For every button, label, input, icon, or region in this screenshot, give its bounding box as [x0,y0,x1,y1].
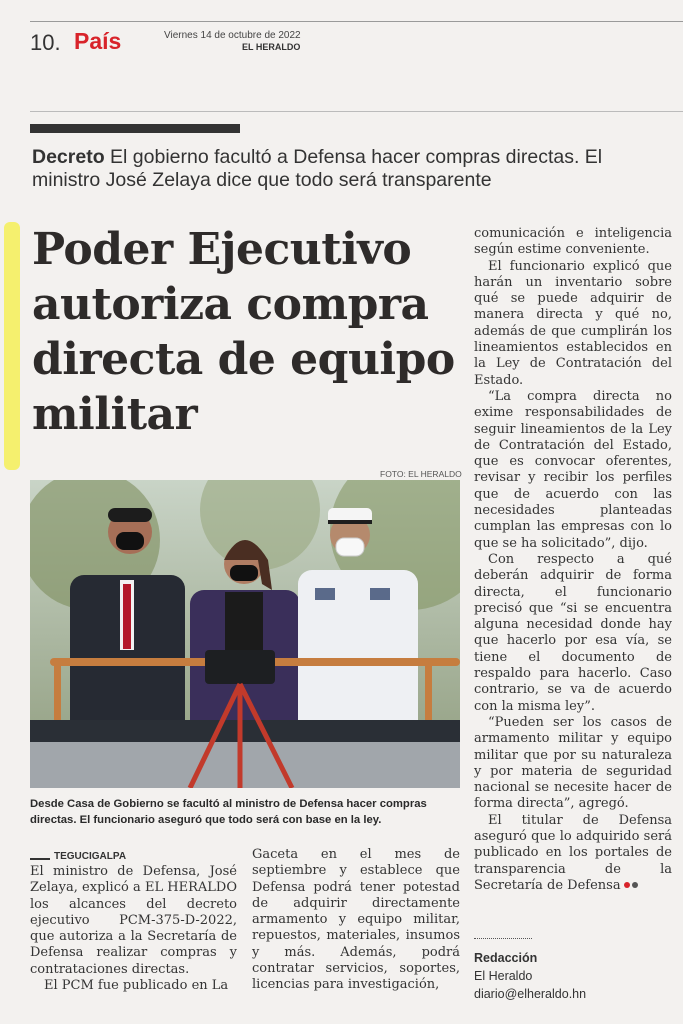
photo-caption: Desde Casa de Gobierno se facultó al ministro de Defensa hacer compras directas. El funcionario aseguró que todo será con base en la ley. [30,798,427,826]
dateline-rule [30,858,50,860]
header-top-rule [30,21,683,22]
byline-label: Redacción [474,951,538,965]
paragraph: El ministro de Defensa, José Zelaya, explicó a EL HERALDO los alcances del decreto ejecutivo PCM-375-D-2022, que autoriza a la Secretaría de Defensa realizar compras y contrataciones directas. [30,864,237,977]
kicker [32,146,672,192]
paragraph: “Pueden ser los casos de armamento militar y equipo militar que por su naturaleza y por materia de seguridad nacional se necesite hacer de forma directa”, agregó. [474,714,672,812]
section-title: País [74,28,122,54]
kicker-bar [30,124,240,133]
paragraph: comunicación e inteligencia según estime conveniente. [474,226,672,258]
kicker-text: El gobierno facultó a Defensa hacer compras directas. El ministro José Zelaya dice que todo será transparente [32,146,603,191]
paragraph-text: El titular de Defensa aseguró que lo adquirido será publicado en los portales de transparencia de la Secretaría de Defensa [474,812,672,893]
paragraph: “La compra directa no exime responsabilidades de seguir lineamientos de la Ley de Contratación del Estado, que es convocar oferentes, revisar y recibir los perfiles que de acuerdo con las necesidades planteadas cumplan las empresas con lo que se ha solicitado”, dijo. [474,388,672,551]
publication-name: EL HERALDO [242,42,301,52]
article-column-2 [252,847,460,994]
paragraph: Gaceta en el mes de septiembre y establece que Defensa podrá tener potestad de adquirir directamente armamento y equipo militar, repuestos, materiales, insumos y más. Además, podrá contratar servicios, soportes, licencias para investigación, [252,847,460,993]
end-mark-icon [624,882,630,888]
article-column-3 [474,226,672,894]
kicker-label: Decreto [32,146,105,168]
dateline [54,851,126,862]
byline-email: diario@elheraldo.hn [474,987,587,1001]
paragraph: El PCM fue publicado en La [44,978,229,994]
highlighter-mark [4,222,20,470]
byline-org: El Heraldo [474,969,533,983]
headline: Poder Ejecutivo autoriza compra directa de equipo militar [32,224,455,440]
news-photo [30,480,460,788]
paragraph [474,813,672,894]
article-column-1 [30,864,237,994]
paragraph: Con respecto a qué deberán adquirir de forma directa, el funcionario precisó que “si se encuentra alguna necesidad donde hay que hacerlo por esa vía, se tiene el documento de respaldo para hacerlo. Caso contrario, se va de acuerdo con la misma ley”. [474,551,672,714]
end-mark-icon [632,882,638,888]
page-number: 10. [30,30,61,55]
header-divider [30,111,683,112]
dateline-text: TEGUCIGALPA [54,851,127,862]
issue-date: Viernes 14 de octubre de 2022 [164,30,301,41]
paragraph: El funcionario explicó que harán un inventario sobre qué se puede adquirir de manera directa y qué no, además de que cumplirán los lineamientos establecidos en la Ley de Contratación del Estado. [474,258,672,388]
byline-separator [474,938,532,939]
photo-credit: FOTO: EL HERALDO [380,469,462,479]
